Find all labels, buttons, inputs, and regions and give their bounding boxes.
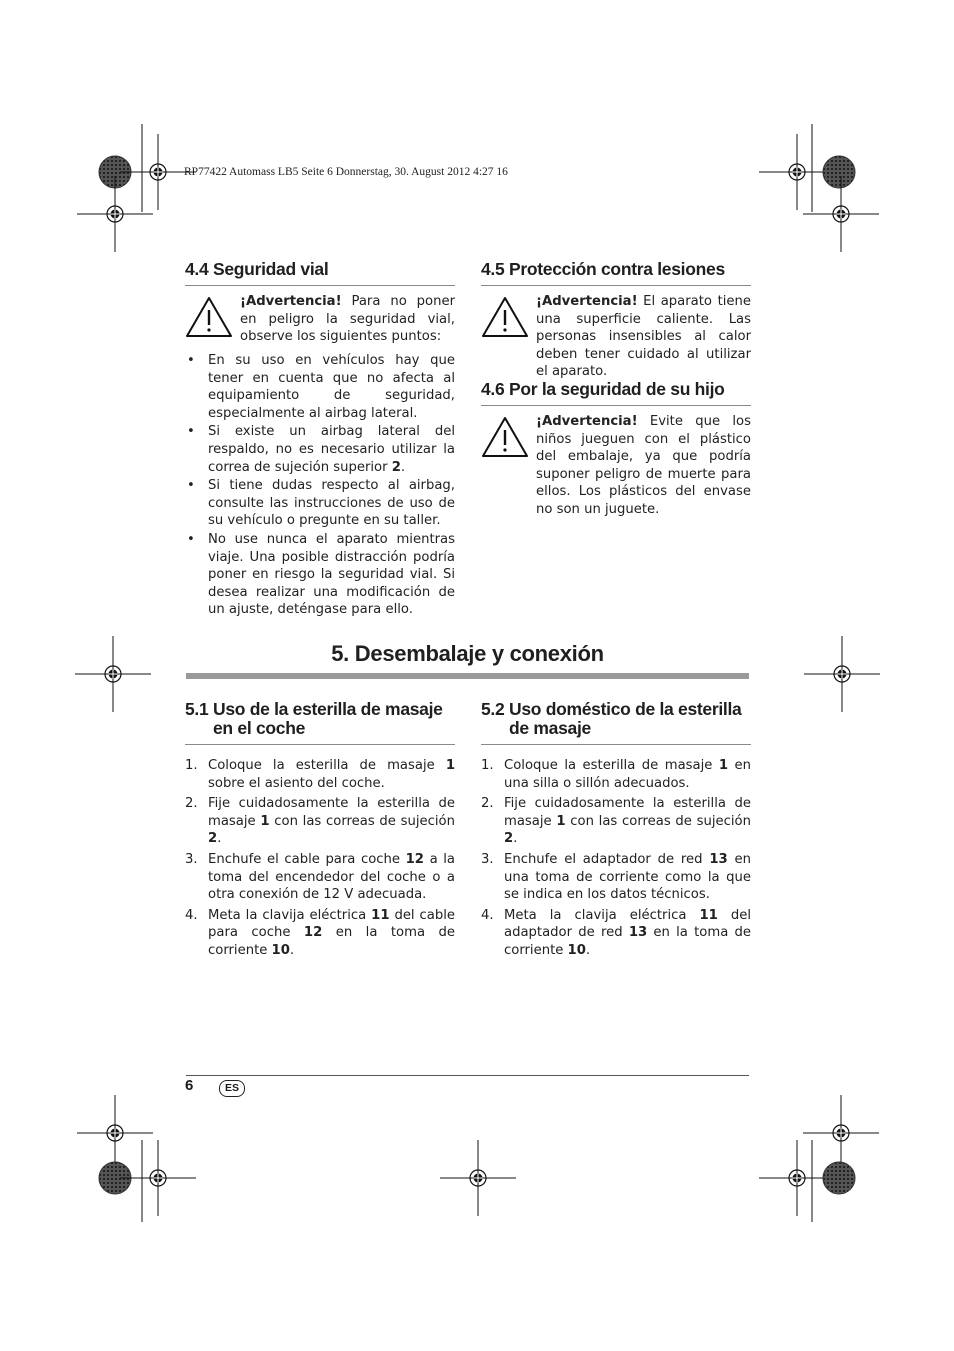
language-badge: ES — [219, 1080, 245, 1097]
list-item: • Si tiene dudas respecto al airbag, consulte las instrucciones de uso de su vehículo o pregunte en su taller. — [187, 478, 455, 529]
footer-rule — [186, 1075, 749, 1076]
list-item: 1. Coloque la esterilla de masaje 1 en una silla o sillón adecuados. — [481, 758, 751, 791]
list-item: 4. Meta la clavija eléctrica 11 del cable para coche 12 en la toma de corriente 10. — [185, 907, 456, 958]
section-4-4 — [185, 260, 455, 620]
list-item: 1. Coloque la esterilla de masaje 1 sobre el asiento del coche. — [185, 758, 455, 791]
warning-triangle-icon — [185, 295, 233, 339]
section-title: 4.4 Seguridad vial — [185, 260, 455, 286]
numbered-list — [481, 757, 751, 960]
list-item: • Si existe un airbag lateral del respaldo, no es necesario utilizar la correa de sujeción superior 2. — [187, 424, 455, 475]
warning-label: ¡Advertencia! — [240, 294, 342, 309]
section-title: 4.6 Por la seguridad de su hijo — [481, 380, 751, 406]
list-item: • No use nunca el aparato mientras viaje. Una posible distracción podría poner en riesgo la seguridad vial. Si desea realizar una modificación de un ajuste, deténgase para ello. — [187, 531, 455, 618]
chapter-rule — [186, 673, 749, 679]
list-item: 4. Meta la clavija eléctrica 11 del adaptador de red 13 en la toma de corriente 10. — [481, 907, 752, 958]
warning-block — [185, 293, 455, 353]
section-title: 5.2 Uso doméstico de la esterilla de masaje — [481, 700, 751, 745]
warning-triangle-icon — [481, 295, 529, 339]
list-item: 3. Enchufe el cable para coche 12 a la toma del encendedor del coche o a otra conexión de 12 V adecuada. — [185, 851, 455, 903]
numbered-list — [185, 757, 455, 960]
chapter-title: 5. Desembalaje y conexión — [331, 641, 604, 666]
list-item: • En su uso en vehículos hay que tener en cuenta que no afecta al equipamiento de seguridad, especialmente al airbag lateral. — [187, 353, 455, 421]
warning-block — [481, 413, 751, 519]
warning-block — [481, 293, 751, 381]
list-item: 2. Fije cuidadosamente la esterilla de masaje 1 con las correas de sujeción 2. — [185, 796, 455, 847]
warning-text: ¡Advertencia! Para no poner en peligro la seguridad vial, observe los siguientes puntos: — [240, 294, 455, 345]
print-header: RP77422 Automass LB5 Seite 6 Donnerstag, 30. August 2012 4:27 16 — [184, 166, 508, 178]
section-5-1 — [185, 700, 455, 963]
section-4-5 — [481, 260, 751, 381]
warning-label: ¡Advertencia! — [536, 294, 638, 309]
warning-text: ¡Advertencia! El aparato tiene una superficie caliente. Las personas insensibles al calor deben tener cuidado al utilizar el aparato. — [536, 294, 751, 380]
section-title: 4.5 Protección contra lesiones — [481, 260, 751, 286]
list-item: 3. Enchufe el adaptador de red 13 en una toma de corriente como la que se indica en los datos técnicos. — [481, 851, 751, 903]
warning-label: ¡Advertencia! — [536, 414, 638, 429]
warning-triangle-icon — [481, 415, 529, 459]
section-4-6 — [481, 380, 751, 519]
bullet-list — [185, 352, 455, 619]
warning-text: ¡Advertencia! Evite que los niños jueguen con el plástico del embalaje, ya que podría suponer peligro de muerte para ellos. Los plásticos del envase no son un juguete. — [536, 414, 751, 517]
section-5-2 — [481, 700, 751, 963]
list-item: 2. Fije cuidadosamente la esterilla de masaje 1 con las correas de sujeción 2. — [481, 796, 751, 847]
page-number: 6 — [185, 1077, 194, 1094]
section-title: 5.1 Uso de la esterilla de masaje en el coche — [185, 700, 455, 745]
